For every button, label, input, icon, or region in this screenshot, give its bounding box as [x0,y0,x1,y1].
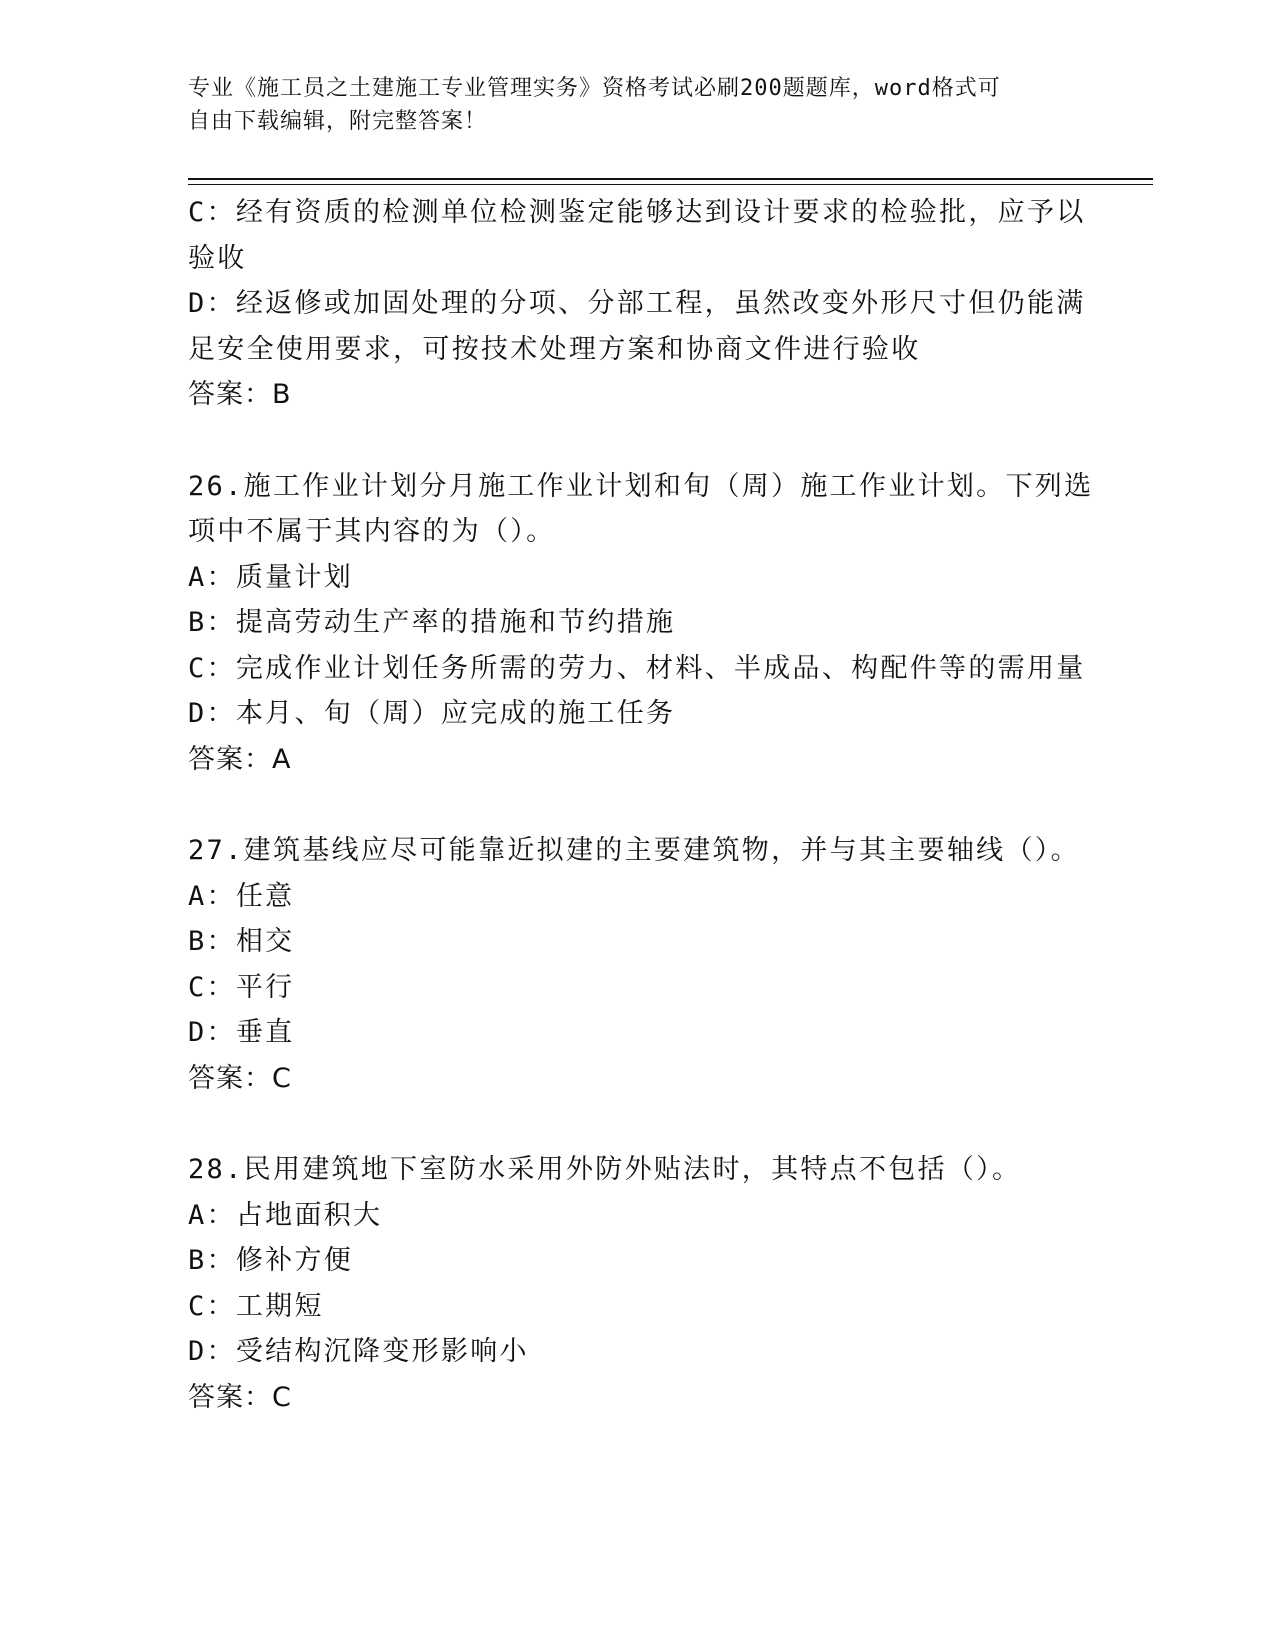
option-d: D：本月、旬（周）应完成的施工任务 [188,698,676,729]
header-divider-thin [188,184,1153,185]
option-c-continued: 验收 [188,242,247,274]
question-26 [188,464,1094,783]
document-header [188,72,1088,138]
previous-question-tail [188,190,1088,418]
header-title-line-2: 自由下载编辑，附完整答案！ [188,109,488,134]
option-d: D：受结构沉降变形影响小 [188,1336,529,1367]
option-c: C：完成作业计划任务所需的劳力、材料、半成品、构配件等的需用量 [188,652,1086,684]
question-stem: 26.施工作业计划分月施工作业计划和旬（周）施工作业计划。下列选 [188,470,1094,502]
question-27 [188,828,1088,1101]
spacer [188,782,1088,828]
question-list [188,190,1094,1420]
question-28 [188,1147,1088,1420]
option-d: D：垂直 [188,1017,295,1048]
answer: 答案：A [188,743,292,775]
option-c: C：经有资质的检测单位检测鉴定能够达到设计要求的检验批，应予以 [188,197,1086,228]
option-d: D：经返修或加固处理的分项、分部工程，虽然改变外形尺寸但仍能满 [188,288,1086,319]
header-divider-thick [188,178,1153,180]
option-a: A：质量计划 [188,561,354,593]
option-b: B：相交 [188,926,295,957]
question-stem: 28.民用建筑地下室防水采用外防外贴法时，其特点不包括（）。 [188,1154,1022,1185]
spacer [188,418,1088,464]
option-a: A：占地面积大 [188,1199,383,1231]
answer: 答案：C [188,1062,292,1094]
option-d-continued: 足安全使用要求，可按技术处理方案和协商文件进行验收 [188,333,921,365]
spacer [188,1101,1088,1147]
header-title-line-1: 专业《施工员之土建施工专业管理实务》资格考试必刷200题题库，word格式可 [188,76,1001,101]
option-b: B：修补方便 [188,1245,354,1276]
option-b: B：提高劳动生产率的措施和节约措施 [188,607,676,638]
answer: 答案：C [188,1381,292,1413]
option-c: C：平行 [188,971,295,1003]
question-stem: 27.建筑基线应尽可能靠近拟建的主要建筑物，并与其主要轴线（）。 [188,835,1080,866]
question-stem-continued: 项中不属于其内容的为（）。 [188,516,556,547]
option-c: C：工期短 [188,1290,324,1322]
answer: 答案：B [188,379,292,410]
option-a: A：任意 [188,880,295,912]
